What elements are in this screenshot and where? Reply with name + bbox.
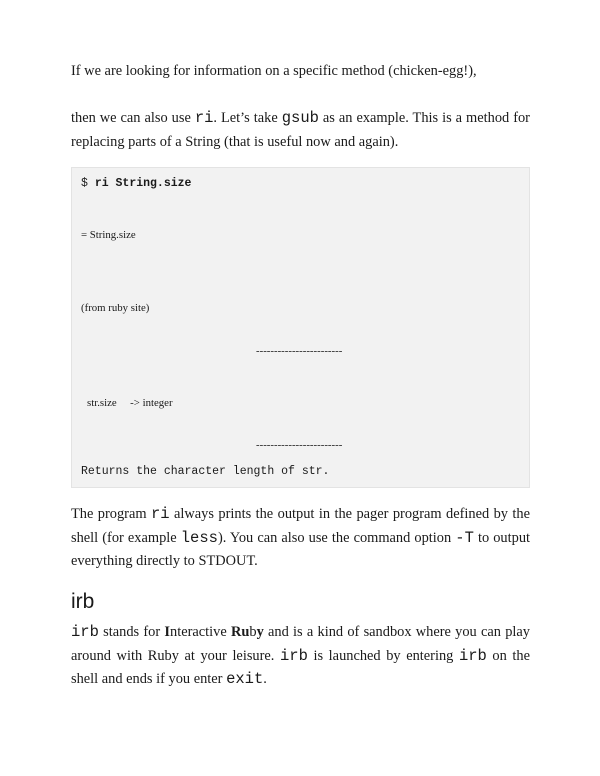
bold-letter: y [256,624,264,640]
inline-code-ri: ri [194,109,214,127]
paragraph-ri-pager [71,503,530,574]
text-span: stands for [98,624,165,640]
text-span: nteractive [170,624,231,640]
code-line-description: Returns the character length of str. [81,465,330,478]
code-line-title: = String.size [81,229,136,241]
text-span: ). You can also use the command option [217,529,456,546]
bold-letters: Ru [230,624,250,640]
inline-code-less: less [180,528,218,547]
text-span: to output everything directly to STDOUT. [71,529,531,570]
text-span: and is a kind of sandbox where you can play around with Ruby at your leisure. [71,624,530,664]
text-span: The program [71,506,151,522]
inline-code-irb: irb [280,646,308,665]
code-prompt: $ [81,177,95,190]
paragraph-ri-example [71,107,530,154]
code-separator-top: ------------------------ [256,345,343,357]
text-span: then we can also use [71,110,195,126]
text-span: . Let’s take [213,110,282,126]
text-span: b [249,624,257,640]
inline-code-irb: irb [458,646,487,665]
text-span: is launched by entering [307,647,459,664]
paragraph-intro [71,60,530,84]
code-block [71,167,530,488]
text-span: always prints the output in the pager program defined by the shell (for example [71,506,530,546]
code-line-source: (from ruby site) [81,302,150,314]
code-separator-bottom: ------------------------ [256,439,343,451]
section-heading-irb: irb [71,590,95,613]
text-span: on the shell and ends if you enter [71,647,530,688]
code-command-line [81,177,191,190]
paragraph-intro-text: If we are looking for information on a specific method (chicken-egg!), [71,63,477,79]
inline-code-T-option: -T [455,528,474,547]
inline-code-exit: exit [226,670,264,689]
code-command: ri String.size [94,177,192,190]
text-span: . [263,671,267,688]
inline-code-gsub: gsub [281,109,319,127]
paragraph-irb [71,621,530,692]
inline-code-irb: irb [71,623,99,641]
bold-letter: I [164,624,170,640]
text-span: as an example. This is a method for replacing parts of a String (that is useful now and again). [71,110,530,150]
inline-code-ri: ri [150,505,170,523]
code-line-signature: str.size -> integer [87,397,173,409]
